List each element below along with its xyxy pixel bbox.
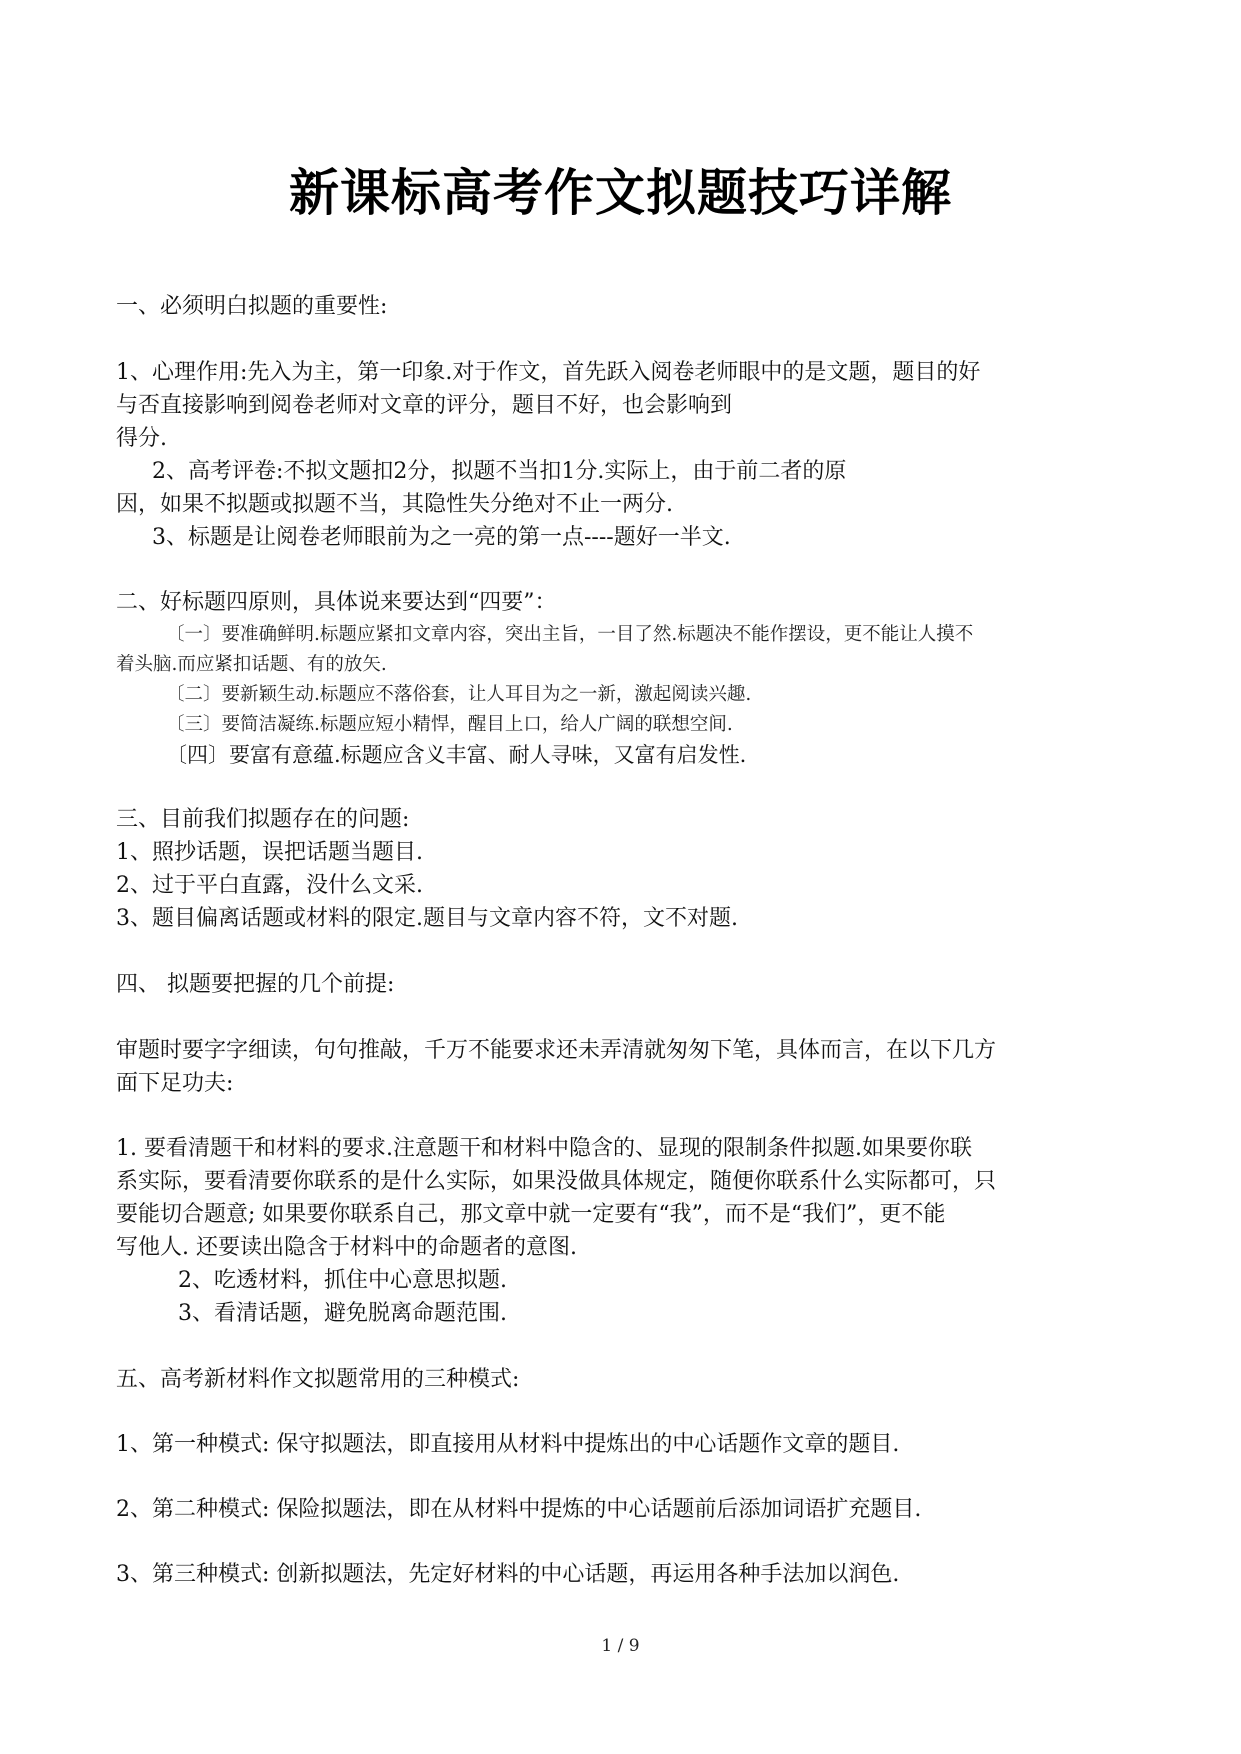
paragraph-line: 〔四〕要富有意蕴.标题应含义丰富、耐人寻味，又富有启发性. (166, 743, 747, 767)
paragraph-line: 2、第二种模式: 保险拟题法，即在从材料中提炼的中心话题前后添加词语扩充题目. (116, 1497, 922, 1522)
paragraph-line: 面下足功夫: (116, 1071, 234, 1096)
document-title: 新课标高考作文拟题技巧详解 (289, 163, 952, 222)
paragraph-line: 2、吃透材料，抓住中心意思拟题. (178, 1268, 507, 1293)
section-heading-2: 二、好标题四原则，具体说来要达到“四要”： (116, 590, 557, 615)
section-heading-3: 三、目前我们拟题存在的问题: (116, 807, 410, 832)
paragraph-line: 与否直接影响到阅卷老师对文章的评分，题目不好，也会影响到 (116, 393, 733, 418)
paragraph-line: 审题时要字字细读，句句推敲，千万不能要求还未弄清就匆匆下笔，具体而言，在以下几方 (116, 1038, 997, 1063)
paragraph-line: 得分. (116, 426, 167, 451)
section-heading-4: 四、 拟题要把握的几个前提: (116, 972, 395, 997)
paragraph-line: 1、心理作用:先入为主，第一印象.对于作文，首先跃入阅卷老师眼中的是文题，题目的好 (116, 360, 981, 385)
paragraph-line: 3、标题是让阅卷老师眼前为之一亮的第一点----题好一半文. (152, 525, 731, 550)
paragraph-line: 3、第三种模式: 创新拟题法，先定好材料的中心话题，再运用各种手法加以润色. (116, 1562, 900, 1587)
paragraph-line: 3、题目偏离话题或材料的限定.题目与文章内容不符，文不对题. (116, 906, 738, 931)
paragraph-line: 要能切合题意; 如果要你联系自己，那文章中就一定要有“我”，而不是“我们”，更不能 (116, 1202, 946, 1227)
section-heading-1: 一、必须明白拟题的重要性: (116, 294, 388, 319)
paragraph-line: 系实际，要看清要你联系的是什么实际，如果没做具体规定，随便你联系什么实际都可，只 (116, 1169, 997, 1194)
paragraph-line: 1. 要看清题干和材料的要求.注意题干和材料中隐含的、显现的限制条件拟题.如果要你联 (116, 1136, 972, 1161)
paragraph-line: 〔三〕要简洁凝练.标题应短小精悍，醒目上口，给人广阔的联想空间. (166, 714, 733, 735)
paragraph-line: 1、照抄话题，误把话题当题目. (116, 840, 423, 865)
paragraph-line: 写他人. 还要读出隐含于材料中的命题者的意图. (116, 1235, 577, 1260)
paragraph-line: 1、第一种模式: 保守拟题法，即直接用从材料中提炼出的中心话题作文章的题目. (116, 1432, 900, 1457)
paragraph-line: 2、过于平白直露，没什么文采. (116, 873, 423, 898)
paragraph-line: 2、高考评卷:不拟文题扣2分，拟题不当扣1分.实际上，由于前二者的原 (152, 459, 847, 484)
paragraph-line: 〔二〕要新颖生动.标题应不落俗套，让人耳目为之一新，激起阅读兴趣. (166, 684, 752, 705)
paragraph-line: 〔一〕要准确鲜明.标题应紧扣文章内容，突出主旨，一目了然.标题决不能作摆设，更不能让人摸不 (166, 624, 974, 645)
page-number: 1 / 9 (601, 1636, 640, 1656)
section-heading-5: 五、高考新材料作文拟题常用的三种模式: (116, 1367, 520, 1392)
paragraph-line: 着头脑.而应紧扣话题、有的放矢. (116, 654, 387, 675)
paragraph-line: 因，如果不拟题或拟题不当，其隐性失分绝对不止一两分. (116, 492, 673, 517)
paragraph-line: 3、看清话题，避免脱离命题范围. (178, 1301, 507, 1326)
